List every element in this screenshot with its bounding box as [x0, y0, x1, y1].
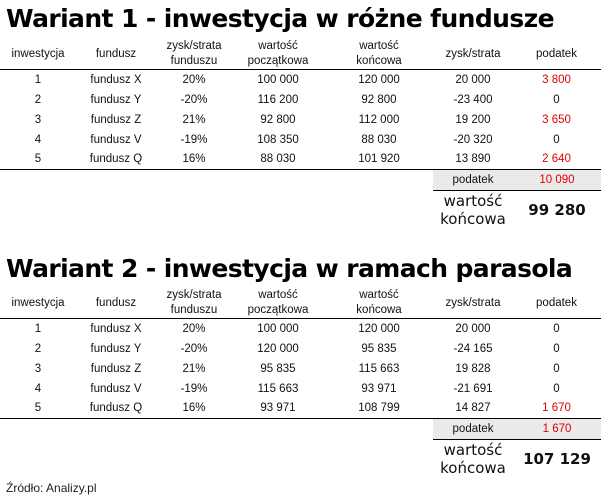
cell-rate: 21% — [182, 362, 206, 375]
cell-no: 4 — [34, 133, 42, 146]
summary-tax-row — [433, 419, 601, 440]
cell-fund: fundusz Z — [90, 362, 142, 375]
cell-no: 1 — [34, 73, 42, 86]
cell-fund: fundusz X — [90, 73, 142, 86]
cell-rate: 16% — [156, 150, 232, 170]
cell-gain: 20 000 — [455, 322, 491, 335]
table-row — [0, 130, 601, 150]
cell-rate: 20% — [182, 73, 206, 86]
cell-no: 3 — [34, 113, 42, 126]
cell-start: 120 000 — [257, 342, 299, 355]
cell-rate: -19% — [180, 382, 208, 395]
table-row — [0, 339, 601, 359]
cell-start: 95 835 — [260, 362, 296, 375]
table-row — [0, 90, 601, 110]
header-zysk-funduszu: zysk/strata funduszu — [156, 39, 232, 70]
cell-rate: -20% — [180, 93, 208, 106]
cell-rate: -20% — [180, 342, 208, 355]
cell-start: 100 000 — [257, 322, 299, 335]
cell-no: 1 — [34, 322, 42, 335]
cell-start: 92 800 — [260, 113, 296, 126]
table-row — [0, 379, 601, 399]
cell-tax: 0 — [553, 382, 560, 395]
summary-final-row — [433, 191, 601, 230]
cell-tax: 0 — [553, 322, 560, 335]
header-end-value: wartość końcowa — [324, 39, 434, 70]
cell-start: 116 200 — [257, 93, 299, 106]
cell-start: 108 350 — [257, 133, 299, 146]
cell-gain: -24 165 — [453, 342, 493, 355]
cell-end: 112 000 — [358, 113, 400, 126]
header-zysk-funduszu: zysk/strata funduszu — [156, 288, 232, 319]
cell-fund: fundusz V — [90, 382, 142, 395]
cell-start: 115 663 — [257, 382, 299, 395]
cell-end: 108 799 — [324, 399, 434, 419]
table-row — [0, 70, 601, 90]
summary-final-label: wartość końcowa — [433, 440, 513, 479]
header-gain: zysk/strata — [434, 39, 512, 70]
cell-rate: 21% — [182, 113, 206, 126]
variant2-summary — [433, 418, 601, 478]
cell-start: 100 000 — [257, 73, 299, 86]
table-header-row — [0, 39, 601, 70]
cell-rate: 16% — [156, 399, 232, 419]
cell-fund: fundusz V — [90, 133, 142, 146]
cell-no: 5 — [0, 399, 76, 419]
cell-gain: 19 828 — [455, 362, 491, 375]
table-header-row — [0, 288, 601, 319]
cell-start: 93 971 — [232, 399, 324, 419]
table-row — [0, 399, 601, 419]
header-gain: zysk/strata — [434, 288, 512, 319]
header-fundusz: fundusz — [76, 39, 156, 70]
cell-tax: 0 — [553, 362, 560, 375]
variant1-title: Wariant 1 - inwestycja w różne fundusze — [6, 4, 554, 33]
table-row — [0, 359, 601, 379]
header-inwestycja: inwestycja — [0, 39, 76, 70]
summary-final-row — [433, 440, 601, 479]
cell-fund: fundusz Y — [90, 93, 142, 106]
cell-gain: 14 827 — [434, 399, 512, 419]
cell-gain: 19 200 — [455, 113, 491, 126]
cell-end: 92 800 — [361, 93, 397, 106]
variant1-summary — [433, 169, 601, 229]
cell-end: 120 000 — [358, 322, 400, 335]
cell-end: 93 971 — [361, 382, 397, 395]
table-row — [0, 150, 601, 170]
cell-fund: fundusz Y — [90, 342, 142, 355]
table-row — [0, 110, 601, 130]
cell-tax: 2 640 — [512, 150, 601, 170]
cell-end: 95 835 — [361, 342, 397, 355]
cell-tax: 0 — [553, 342, 560, 355]
cell-end: 88 030 — [361, 133, 397, 146]
header-tax: podatek — [512, 288, 601, 319]
variant2-title: Wariant 2 - inwestycja w ramach parasola — [6, 254, 573, 283]
cell-tax: 1 670 — [512, 399, 601, 419]
variant1-table — [0, 39, 601, 170]
cell-end: 115 663 — [358, 362, 400, 375]
variant2-table — [0, 288, 601, 419]
cell-tax: 3 650 — [542, 113, 571, 126]
summary-tax-label: podatek — [433, 419, 513, 440]
cell-gain: -20 320 — [453, 133, 493, 146]
header-start-value: wartość początkowa — [232, 39, 324, 70]
cell-gain: -23 400 — [453, 93, 493, 106]
header-fundusz: fundusz — [76, 288, 156, 319]
summary-tax-value: 1 670 — [513, 419, 601, 440]
source-caption: Źródło: Analizy.pl — [6, 481, 97, 495]
cell-no: 4 — [34, 382, 42, 395]
summary-final-label: wartość końcowa — [433, 191, 513, 230]
cell-gain: 13 890 — [434, 150, 512, 170]
cell-end: 120 000 — [358, 73, 400, 86]
cell-no: 2 — [34, 342, 42, 355]
cell-no: 3 — [34, 362, 42, 375]
table-row — [0, 319, 601, 339]
header-inwestycja: inwestycja — [0, 288, 76, 319]
cell-no: 2 — [34, 93, 42, 106]
cell-fund: fundusz Z — [90, 113, 142, 126]
cell-tax: 0 — [553, 93, 560, 106]
summary-tax-row — [433, 170, 601, 191]
cell-fund: fundusz Q — [76, 399, 156, 419]
cell-fund: fundusz Q — [76, 150, 156, 170]
cell-start: 88 030 — [232, 150, 324, 170]
header-tax: podatek — [512, 39, 601, 70]
header-start-value: wartość początkowa — [232, 288, 324, 319]
cell-fund: fundusz X — [90, 322, 142, 335]
cell-gain: -21 691 — [453, 382, 493, 395]
cell-rate: 20% — [182, 322, 206, 335]
summary-final-value: 99 280 — [513, 191, 601, 230]
cell-end: 101 920 — [324, 150, 434, 170]
summary-tax-value: 10 090 — [513, 170, 601, 191]
header-end-value: wartość końcowa — [324, 288, 434, 319]
cell-tax: 3 800 — [542, 73, 571, 86]
summary-final-value: 107 129 — [513, 440, 601, 479]
cell-gain: 20 000 — [455, 73, 491, 86]
summary-tax-label: podatek — [433, 170, 513, 191]
cell-tax: 0 — [553, 133, 560, 146]
cell-rate: -19% — [180, 133, 208, 146]
cell-no: 5 — [0, 150, 76, 170]
